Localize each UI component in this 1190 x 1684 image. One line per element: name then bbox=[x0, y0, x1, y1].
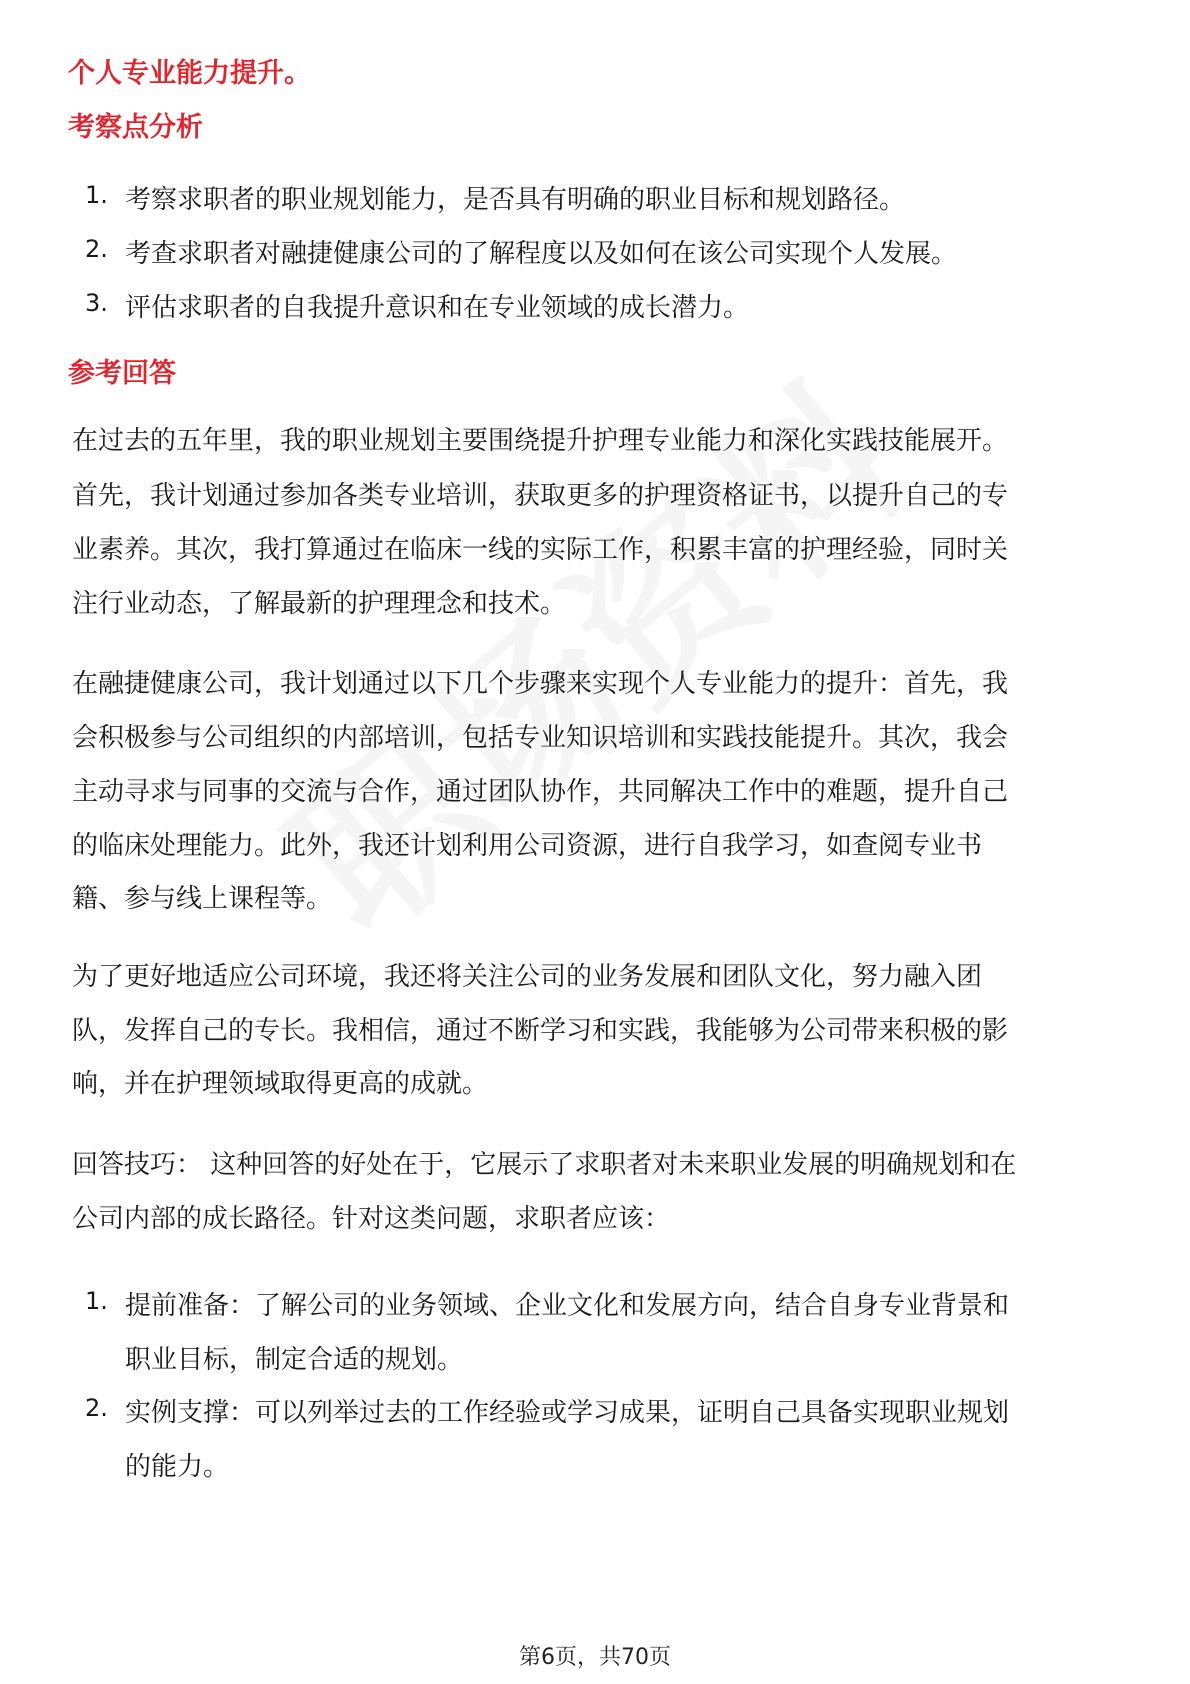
list-item-number: 3. bbox=[85, 289, 108, 317]
answer-heading: 参考回答 bbox=[68, 358, 176, 389]
list-item-number: 2. bbox=[85, 235, 108, 263]
list-item-number: 2. bbox=[85, 1394, 108, 1422]
list-item: 考查求职者对融捷健康公司的了解程度以及如何在该公司实现个人发展。 bbox=[125, 239, 958, 269]
list-item-number: 1. bbox=[85, 1287, 108, 1315]
list-item-number: 1. bbox=[85, 181, 108, 209]
paragraph-line: 首先，我计划通过参加各类专业培训，获取更多的护理资格证书，以提升自己的专 bbox=[72, 481, 1009, 511]
paragraph-line: 的临床处理能力。此外，我还计划利用公司资源，进行自我学习，如查阅专业书 bbox=[72, 831, 983, 861]
paragraph-line: 公司内部的成长路径。针对这类问题，求职者应该： bbox=[72, 1204, 671, 1234]
page-number: 第6页，共70页 bbox=[519, 1645, 671, 1670]
section-heading-tail: 个人专业能力提升。 bbox=[68, 58, 311, 89]
paragraph-line: 会积极参与公司组织的内部培训，包括专业知识培训和实践技能提升。其次，我会 bbox=[72, 723, 1009, 753]
list-item-line: 的能力。 bbox=[125, 1452, 230, 1482]
paragraph-line: 响，并在护理领域取得更高的成就。 bbox=[72, 1069, 489, 1099]
paragraph-line: 注行业动态，了解最新的护理理念和技术。 bbox=[72, 589, 567, 619]
analysis-heading: 考察点分析 bbox=[68, 112, 203, 143]
paragraph-line: 业素养。其次，我打算通过在临床一线的实际工作，积累丰富的护理经验，同时关 bbox=[72, 535, 1009, 565]
paragraph-line: 在融捷健康公司，我计划通过以下几个步骤来实现个人专业能力的提升：首先，我 bbox=[72, 669, 1009, 699]
list-item-line: 实例支撑：可以列举过去的工作经验或学习成果，证明自己具备实现职业规划 bbox=[125, 1398, 1010, 1428]
paragraph-line: 回答技巧： 这种回答的好处在于，它展示了求职者对未来职业发展的明确规划和在 bbox=[72, 1150, 1017, 1180]
paragraph-line: 在过去的五年里，我的职业规划主要围绕提升护理专业能力和深化实践技能展开。 bbox=[72, 426, 1009, 456]
list-item: 评估求职者的自我提升意识和在专业领域的成长潜力。 bbox=[125, 293, 750, 323]
paragraph-line: 主动寻求与同事的交流与合作，通过团队协作，共同解决工作中的难题，提升自己 bbox=[72, 777, 1009, 807]
paragraph-line: 为了更好地适应公司环境，我还将关注公司的业务发展和团队文化，努力融入团 bbox=[72, 962, 983, 992]
list-item-line: 提前准备：了解公司的业务领域、企业文化和发展方向，结合自身专业背景和 bbox=[125, 1291, 1010, 1321]
paragraph-line: 队，发挥自己的专长。我相信，通过不断学习和实践，我能够为公司带来积极的影 bbox=[72, 1016, 1009, 1046]
list-item-line: 职业目标，制定合适的规划。 bbox=[125, 1345, 464, 1375]
list-item: 考察求职者的职业规划能力，是否具有明确的职业目标和规划路径。 bbox=[125, 185, 906, 215]
paragraph-line: 籍、参与线上课程等。 bbox=[72, 884, 333, 914]
